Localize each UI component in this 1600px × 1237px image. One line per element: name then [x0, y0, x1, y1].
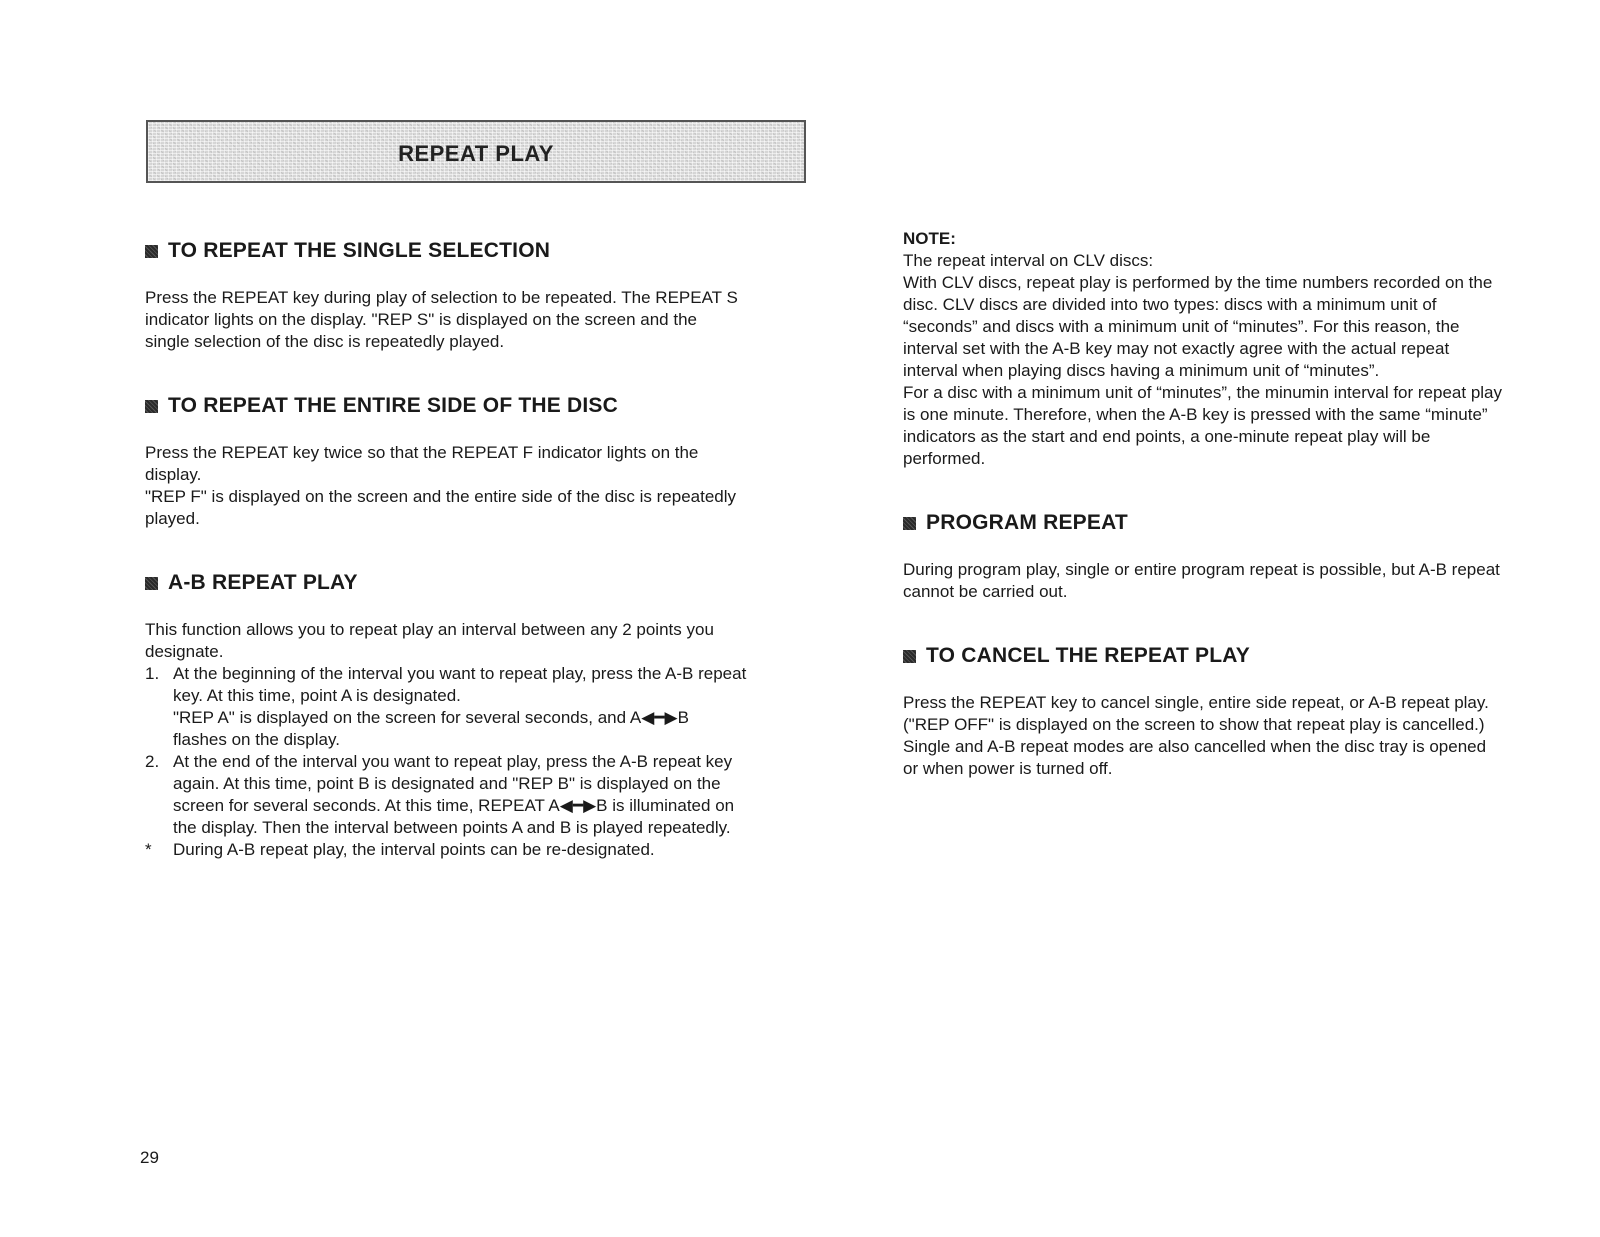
heading-text: TO REPEAT THE SINGLE SELECTION — [168, 239, 551, 262]
list-item — [145, 663, 815, 751]
section-heading — [903, 645, 1583, 667]
list-item-text: During A-B repeat play, the interval points can be re-designated. — [173, 840, 655, 859]
page-number: 29 — [140, 1148, 159, 1167]
section-single-selection — [145, 240, 815, 353]
note-label: NOTE: — [903, 229, 956, 248]
section-entire-side — [145, 395, 815, 530]
section-program-repeat — [903, 512, 1583, 603]
section-body: During program play, single or entire program repeat is possible, but A-B repeat cannot be carried out. — [903, 560, 1500, 601]
section-ab-repeat — [145, 572, 815, 861]
list-marker: 2. — [145, 752, 160, 771]
list-item — [145, 839, 815, 861]
list-item-text: At the beginning of the interval you want to repeat play, press the A-B repeat key. At this time, point A is designated. "REP A" is displayed on the screen for several seconds, and A◀━▶B flashes on the display. — [173, 664, 747, 749]
left-column — [145, 240, 815, 861]
section-heading — [903, 512, 1583, 534]
square-bullet-icon — [903, 650, 916, 663]
section-body: Press the REPEAT key twice so that the REPEAT F indicator lights on the display. "REP F" is displayed on the screen and the entire side of the disc is repeatedly played. — [145, 443, 737, 528]
ab-steps-list — [145, 663, 815, 861]
section-body: Press the REPEAT key during play of selection to be repeated. The REPEAT S indicator lights on the display. "REP S" is displayed on the screen and the single selection of the disc is repeatedly played. — [145, 288, 738, 351]
page-title: REPEAT PLAY — [398, 140, 554, 166]
square-bullet-icon — [145, 577, 158, 590]
heading-text: PROGRAM REPEAT — [926, 511, 1128, 534]
right-column — [903, 228, 1583, 780]
heading-text: A-B REPEAT PLAY — [168, 571, 358, 594]
section-body: Press the REPEAT key to cancel single, entire side repeat, or A-B repeat play. ("REP OFF" is displayed on the screen to show that repeat play is cancelled.) Single and A-B repeat modes are also cancelled when the disc tray is opened or when power is turned off. — [903, 693, 1489, 778]
heading-text: TO CANCEL THE REPEAT PLAY — [926, 644, 1250, 667]
title-banner — [146, 120, 806, 183]
list-item-text: At the end of the interval you want to repeat play, press the A-B repeat key again. At this time, point B is designated and "REP B" is displayed on the screen for several seconds. At this time, REPEAT A◀━▶B is illuminated on the display. Then the interval between points A and B is played repeatedly. — [173, 752, 735, 837]
section-heading — [145, 572, 815, 594]
square-bullet-icon — [145, 400, 158, 413]
section-heading — [145, 395, 815, 417]
section-note — [903, 228, 1583, 470]
square-bullet-icon — [903, 517, 916, 530]
list-item — [145, 751, 815, 839]
heading-text: TO REPEAT THE ENTIRE SIDE OF THE DISC — [168, 394, 618, 417]
section-intro: This function allows you to repeat play an interval between any 2 points you designate. — [145, 620, 714, 661]
section-heading — [145, 240, 815, 262]
section-cancel-repeat — [903, 645, 1583, 780]
square-bullet-icon — [145, 245, 158, 258]
list-marker: * — [145, 840, 152, 859]
list-marker: 1. — [145, 664, 160, 683]
note-body: The repeat interval on CLV discs: With CLV discs, repeat play is performed by the time numbers recorded on the disc. CLV discs are divided into two types: discs with a minimum unit of “seconds” and discs with a minimum unit of “minutes”. For this reason, the interval set with the A-B key may not exactly agree with the actual repeat interval when playing discs having a minimum unit of “minutes”. For a disc with a minimum unit of “minutes”, the minumin interval for repeat play is one minute. Therefore, when the A-B key is pressed with the same “minute” indicators as the start and end points, a one-minute repeat play will be performed. — [903, 251, 1503, 468]
